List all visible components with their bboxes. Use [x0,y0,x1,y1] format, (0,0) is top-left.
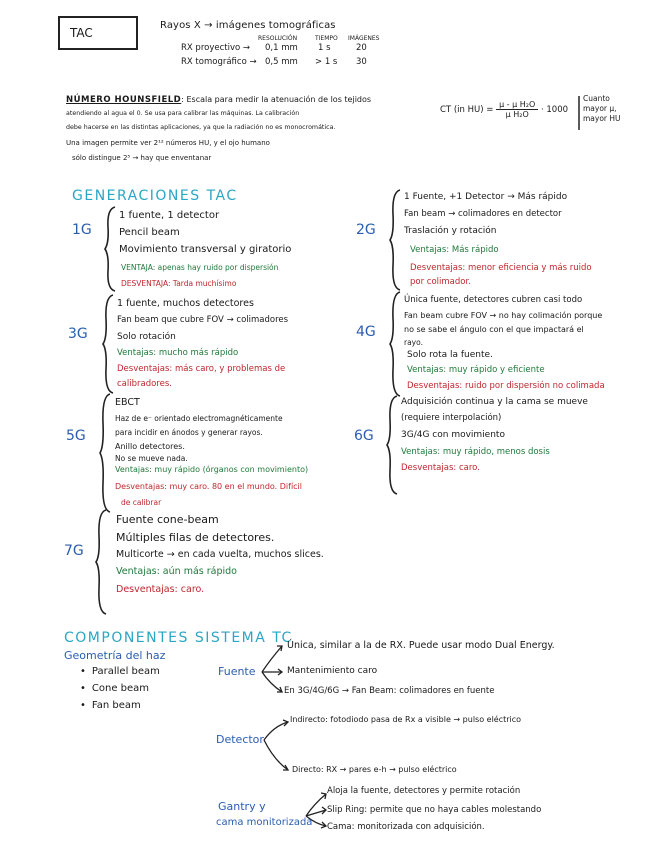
geometria-label: Geometría del haz [64,649,166,662]
gen-7g-brace [96,510,108,614]
rayos-row-time: > 1 s [315,57,338,67]
gen-5g-brace [100,394,112,512]
list-item: • Parallel beam [80,666,160,683]
formula-lhs: CT (in HU) = [440,105,494,115]
gen-3g-label: 3G [68,326,88,342]
gen-5g-con: de calibrar [121,498,162,507]
gen-4g-line: no se sabe el ángulo con el que impactará el [404,325,584,334]
gen-4g-line: Única fuente, detectores cubren casi todo [404,295,583,305]
hounsfield-text: sólo distingue 2⁵ → hay que enventanar [72,154,212,162]
gen-7g-label: 7G [64,543,84,559]
ct-formula [440,100,568,119]
hounsfield-text: debe hacerse en las distintas aplicaciones, ya que la radiación no es monocromática. [66,124,336,131]
list-item: • Fan beam [80,700,160,717]
hounsfield-text: Una imagen permite ver 2¹² números HU, y el ojo humano [66,139,270,147]
hu-note-line: mayor μ, [583,104,617,113]
componentes-heading: COMPONENTES SISTEMA TC [64,630,293,646]
gen-5g-pro: Ventajas: muy rápido (órganos con movimiento) [115,465,309,474]
gen-1g-line: 1 fuente, 1 detector [119,210,220,221]
rayos-row-time: 1 s [318,43,331,53]
rayos-line: Rayos X → imágenes tomográficas [160,20,336,31]
gen-2g-label: 2G [356,222,376,238]
gen-3g-line: Fan beam que cubre FOV → colimadores [117,315,289,325]
gen-4g-con: Desventajas: ruido por dispersión no colimada [407,381,605,391]
gantry-item: Cama: monitorizada con adquisición. [327,822,485,832]
formula-multiplier: · 1000 [540,105,569,115]
gantry-label: cama monitorizada [216,817,313,828]
gen-2g-pro: Ventajas: Más rápido [410,245,499,255]
gen-5g-line: para incidir en ánodos y generar rayos. [115,428,263,437]
gen-6g-label: 6G [354,428,374,444]
gen-6g-pro: Ventajas: muy rápido, menos dosis [401,447,550,457]
gen-4g-line: Solo rota la fuente. [407,350,493,360]
gen-6g-line: 3G/4G con movimiento [401,430,505,440]
gantry-label: Gantry y [218,800,266,813]
gen-2g-con: por colimador. [410,277,471,287]
gen-7g-pro: Ventajas: aún más rápido [116,566,237,577]
gen-3g-brace [103,295,115,393]
page-title: TAC [70,26,93,40]
gen-6g-con: Desventajas: caro. [401,463,480,473]
fuente-item: Única, similar a la de RX. Puede usar modo Dual Energy. [287,640,555,651]
gen-2g-line: 1 Fuente, +1 Detector → Más rápido [404,192,568,202]
rayos-row-label: RX proyectivo → [181,43,251,53]
gen-1g-con: DESVENTAJA: Tarda muchísimo [121,279,237,288]
hounsfield-text: : Escala para medir la atenuación de los tejidos [181,95,372,104]
fuente-item: En 3G/4G/6G → Fan Beam: colimadores en fuente [284,686,495,696]
gen-3g-con: calibradores. [117,379,172,389]
rayos-row-cuts: 30 [356,57,367,67]
list-item: • Cone beam [80,683,160,700]
gen-4g-line: Fan beam cubre FOV → no hay colimación porque [404,311,603,320]
gen-6g-line: Adquisición continua y la cama se mueve [401,397,588,407]
rayos-row-res: 0,1 mm [265,43,298,53]
gen-6g-brace [387,396,399,494]
gen-1g-line: Pencil beam [119,227,180,238]
gen-7g-line: Fuente cone-beam [116,513,219,526]
gen-2g-line: Traslación y rotación [404,226,497,236]
gen-1g-brace [105,207,117,291]
rayos-row-label: RX tomográfico → [181,57,257,67]
hounsfield-title: NÚMERO HOUNSFIELD [66,95,182,105]
gen-5g-label: 5G [66,428,86,444]
hounsfield-text: atendiendo al agua el 0. Se usa para calibrar las máquinas. La calibración [66,110,300,117]
hu-note-line: mayor HU [583,114,621,123]
gen-1g-pro: VENTAJA: apenas hay ruido por dispersión [121,263,279,272]
gen-5g-line: No se mueve nada. [115,454,188,463]
gen-6g-line: (requiere interpolación) [401,413,502,423]
gen-5g-line: Haz de e⁻ orientado electromagnéticamente [115,414,283,423]
rayos-header-res: RESOLUCIÓN [258,35,298,42]
title-box [58,16,138,50]
generaciones-heading: GENERACIONES TAC [72,188,238,204]
fuente-arrows [260,640,286,696]
formula-fraction [496,100,538,119]
gen-3g-pro: Ventajas: mucho más rápido [117,348,239,358]
gen-1g-line: Movimiento transversal y giratorio [119,244,292,255]
detector-item: Indirecto: fotodiodo pasa de Rx a visible → pulso eléctrico [290,715,522,724]
gen-2g-con: Desventajas: menor eficiencia y más ruido [410,263,592,273]
fuente-item: Mantenimiento caro [287,666,378,676]
formula-denominator: μ H₂O [505,110,529,119]
gen-2g-brace [390,190,402,290]
fuente-label: Fuente [218,665,256,678]
gen-5g-line: EBCT [115,397,140,408]
rayos-row-res: 0,5 mm [265,57,298,67]
gen-1g-label: 1G [72,222,92,238]
hounsfield-line [66,95,371,105]
formula-numerator: μ - μ H₂O [496,100,538,110]
gen-4g-label: 4G [356,324,376,340]
rayos-header-cuts: IMÁGENES [348,35,380,42]
gen-3g-line: Solo rotación [117,332,176,342]
gen-2g-line: Fan beam → colimadores en detector [404,209,562,219]
gantry-item: Slip Ring: permite que no haya cables molestando [327,805,542,815]
hu-note-line: Cuanto [583,94,610,103]
gen-5g-con: Desventajas: muy caro. 80 en el mundo. Difícil [115,482,303,491]
gen-4g-brace [390,292,402,396]
gen-7g-line: Multicorte → en cada vuelta, muchos slices. [116,549,324,560]
geometria-list [80,666,160,717]
gen-4g-pro: Ventajas: muy rápido y eficiente [407,365,545,375]
gen-4g-line: rayo. [404,338,423,347]
rayos-row-cuts: 20 [356,43,367,53]
detector-item: Directo: RX → pares e-h → pulso eléctrico [292,765,457,774]
rayos-header-time: TIEMPO [315,35,338,42]
formula-divider [577,96,581,130]
detector-arrows [262,716,292,776]
gen-7g-line: Múltiples filas de detectores. [116,531,275,544]
gen-7g-con: Desventajas: caro. [116,584,205,595]
hu-note [583,94,621,124]
gen-5g-line: Anillo detectores. [115,442,185,451]
gantry-item: Aloja la fuente, detectores y permite rotación [327,786,521,796]
gen-3g-line: 1 fuente, muchos detectores [117,298,254,309]
detector-label: Detector [216,733,264,746]
gen-3g-con: Desventajas: más caro, y problemas de [117,364,286,374]
